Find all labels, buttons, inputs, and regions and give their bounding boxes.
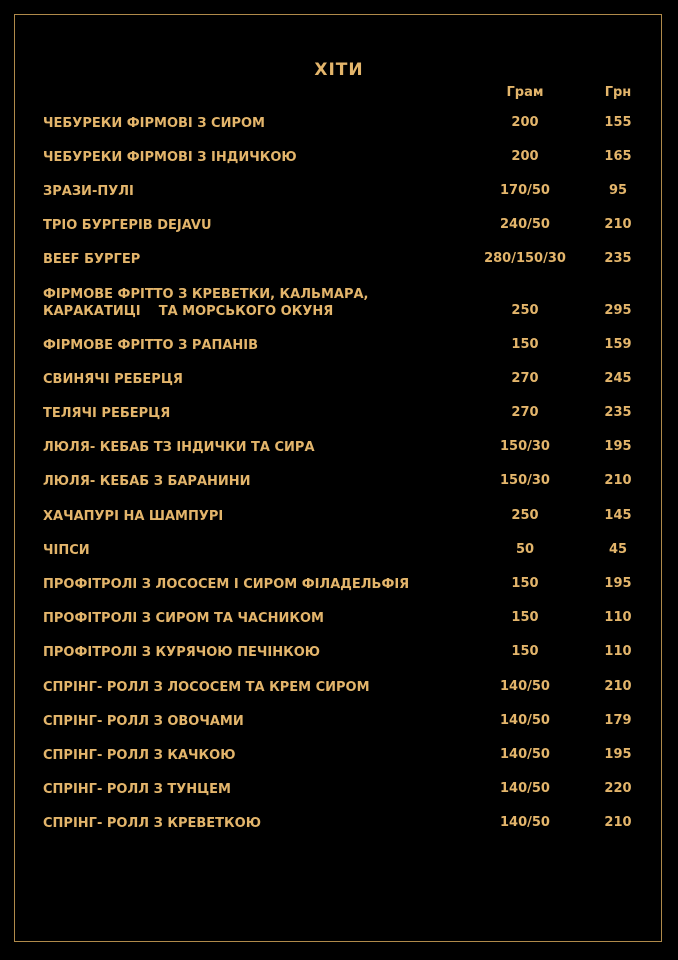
- menu-item: [0, 439, 678, 459]
- menu-item: [0, 405, 678, 425]
- item-name: BEEF БУРГЕР: [43, 252, 141, 267]
- item-price: 110: [604, 610, 632, 625]
- item-price: 165: [604, 149, 632, 164]
- item-name: ТЕЛЯЧІ РЕБЕРЦЯ: [43, 406, 171, 421]
- item-gram: 150: [511, 610, 539, 625]
- menu-title: ХІТИ: [314, 60, 364, 80]
- item-gram: 150: [511, 576, 539, 591]
- item-gram: 170/50: [500, 183, 550, 198]
- menu-item: [0, 781, 678, 801]
- item-gram: 150: [511, 644, 539, 659]
- menu-item: [0, 149, 678, 169]
- item-price: 45: [608, 542, 628, 557]
- column-header-gram: Грам: [506, 85, 544, 100]
- menu-item: [0, 542, 678, 562]
- item-price: 220: [604, 781, 632, 796]
- item-gram: 140/50: [500, 815, 550, 830]
- column-header-price: Грн: [604, 85, 632, 100]
- menu-item: [0, 644, 678, 664]
- item-gram: 140/50: [500, 713, 550, 728]
- menu-item: [0, 815, 678, 835]
- item-price: 210: [604, 473, 632, 488]
- item-name: СВИНЯЧІ РЕБЕРЦЯ: [43, 372, 183, 387]
- item-name: ЛЮЛЯ- КЕБАБ З БАРАНИНИ: [43, 474, 251, 489]
- item-gram: 270: [511, 371, 539, 386]
- item-name: ТРІО БУРГЕРІВ DEJAVU: [43, 218, 212, 233]
- menu-item: [0, 287, 678, 323]
- item-price: 235: [604, 251, 632, 266]
- item-gram: 200: [511, 115, 539, 130]
- item-gram: 140/50: [500, 747, 550, 762]
- item-gram: 150: [511, 337, 539, 352]
- item-name: СПРІНГ- РОЛЛ З ТУНЦЕМ: [43, 782, 231, 797]
- item-price: 145: [604, 508, 632, 523]
- item-price: 245: [604, 371, 632, 386]
- item-name: СПРІНГ- РОЛЛ З КРЕВЕТКОЮ: [43, 816, 261, 831]
- menu-item: [0, 371, 678, 391]
- item-name: ЗРАЗИ-ПУЛІ: [43, 184, 134, 199]
- item-price: 159: [604, 337, 632, 352]
- item-name: ПРОФІТРОЛІ З ЛОСОСЕМ І СИРОМ ФІЛАДЕЛЬФІЯ: [43, 577, 410, 592]
- item-name: ЧЕБУРЕКИ ФІРМОВІ З ІНДИЧКОЮ: [43, 150, 297, 165]
- item-gram: 250: [511, 303, 539, 318]
- menu-item: [0, 713, 678, 733]
- item-price: 210: [604, 815, 632, 830]
- item-name: ХАЧАПУРІ НА ШАМПУРІ: [43, 509, 224, 524]
- item-name: ЧЕБУРЕКИ ФІРМОВІ З СИРОМ: [43, 116, 265, 131]
- menu-item: [0, 473, 678, 493]
- item-name: ПРОФІТРОЛІ З КУРЯЧОЮ ПЕЧІНКОЮ: [43, 645, 321, 660]
- item-name: ЛЮЛЯ- КЕБАБ ТЗ ІНДИЧКИ ТА СИРА: [43, 440, 315, 455]
- menu-item: [0, 217, 678, 237]
- item-name: СПРІНГ- РОЛЛ З ЛОСОСЕМ ТА КРЕМ СИРОМ: [43, 680, 370, 695]
- item-price: 155: [604, 115, 632, 130]
- item-gram: 150/30: [500, 439, 550, 454]
- menu-item: [0, 576, 678, 596]
- item-gram: 200: [511, 149, 539, 164]
- item-price: 179: [604, 713, 632, 728]
- item-gram: 240/50: [500, 217, 550, 232]
- menu-item: [0, 251, 678, 271]
- item-name: СПРІНГ- РОЛЛ З КАЧКОЮ: [43, 748, 236, 763]
- item-gram: 280/150/30: [484, 251, 566, 266]
- item-price: 295: [604, 303, 632, 318]
- item-gram: 270: [511, 405, 539, 420]
- item-price: 195: [604, 439, 632, 454]
- menu-item: [0, 747, 678, 767]
- item-gram: 150/30: [500, 473, 550, 488]
- item-name: ПРОФІТРОЛІ З СИРОМ ТА ЧАСНИКОМ: [43, 611, 324, 626]
- item-price: 110: [604, 644, 632, 659]
- item-name: ЧІПСИ: [43, 543, 90, 558]
- menu-item: [0, 508, 678, 528]
- item-gram: 50: [515, 542, 535, 557]
- item-price: 195: [604, 747, 632, 762]
- item-name: СПРІНГ- РОЛЛ З ОВОЧАМИ: [43, 714, 244, 729]
- item-name: ФІРМОВЕ ФРІТТО З КРЕВЕТКИ, КАЛЬМАРА, КАРАКАТИЦІ ТА МОРСЬКОГО ОКУНЯ: [43, 287, 369, 319]
- item-gram: 140/50: [500, 781, 550, 796]
- item-gram: 140/50: [500, 679, 550, 694]
- menu-item: [0, 337, 678, 357]
- item-price: 210: [604, 679, 632, 694]
- menu-item: [0, 679, 678, 699]
- item-gram: 250: [511, 508, 539, 523]
- item-name: ФІРМОВЕ ФРІТТО З РАПАНІВ: [43, 338, 259, 353]
- item-price: 95: [608, 183, 628, 198]
- menu-item: [0, 610, 678, 630]
- item-price: 195: [604, 576, 632, 591]
- item-price: 235: [604, 405, 632, 420]
- item-price: 210: [604, 217, 632, 232]
- menu-item: [0, 183, 678, 203]
- menu-item: [0, 115, 678, 135]
